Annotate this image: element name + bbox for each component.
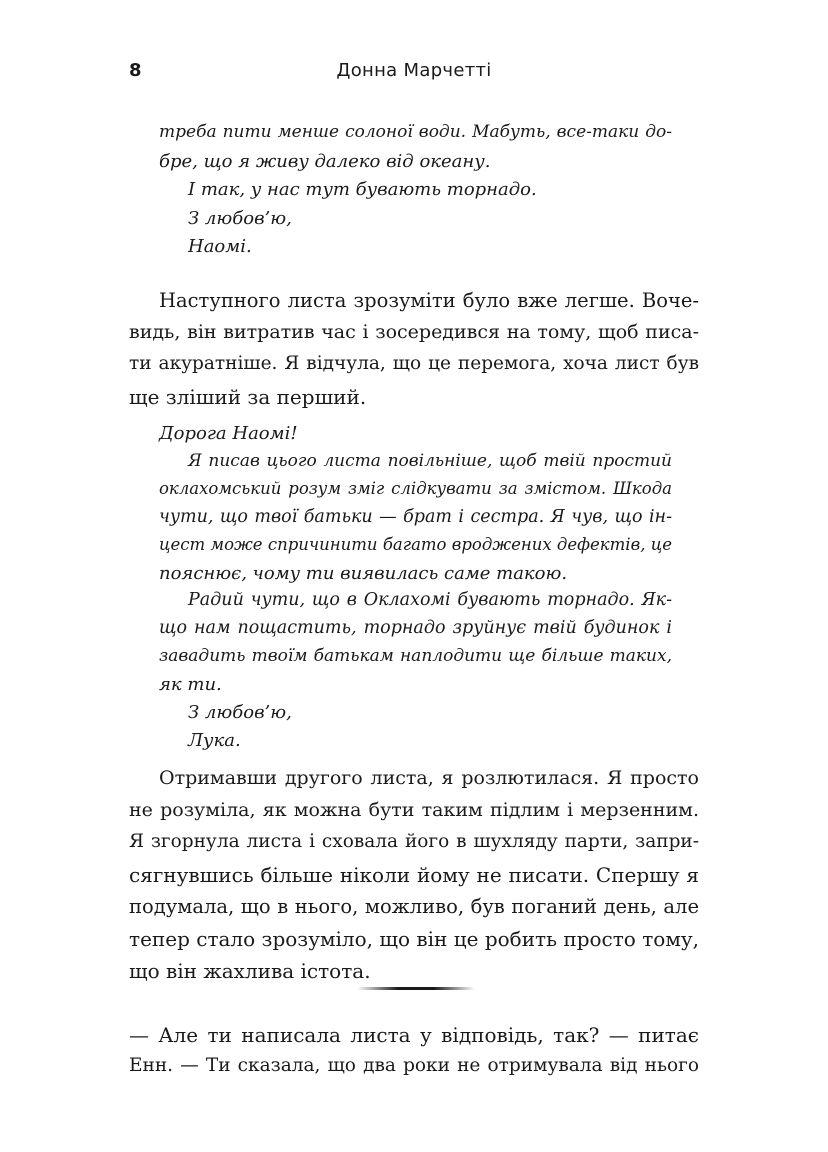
body-line: подумала, що в нього, можливо, був поганий день, але xyxy=(129,895,699,918)
body-line: видь, він витратив час і зосередився на тому, щоб писа- xyxy=(129,321,699,343)
letter-line: бре, що я живу далеко від океану. xyxy=(159,151,491,172)
letter-line: І так, у нас тут бувають торнадо. xyxy=(188,179,537,200)
letter-closing: З любов’ю, xyxy=(188,208,292,229)
letter-line: чути, що твої батьки — брат і сестра. Я чув, що ін- xyxy=(159,507,672,527)
section-divider xyxy=(357,987,475,990)
body-line: Наступного листа зрозуміти було вже легше. Воче- xyxy=(159,289,699,312)
letter-line: що нам пощастить, торнадо зруйнує твій будинок і xyxy=(159,618,672,638)
running-head: Донна Марчетті xyxy=(336,60,492,81)
body-line: ти акуратніше. Я відчула, що це перемога, хоча лист був xyxy=(129,353,699,374)
letter-line: оклахомський розум зміг слідкувати за змістом. Шкода xyxy=(159,479,672,498)
letter-line: Радий чути, що в Оклахомі бувають торнадо. Як- xyxy=(188,590,672,610)
letter-signature: Наомі. xyxy=(188,236,252,257)
letter-line: треба пити менше солоної води. Мабуть, все-таки до- xyxy=(159,122,672,142)
body-line: тепер стало зрозуміло, що він це робить просто тому, xyxy=(129,927,699,951)
page-number: 8 xyxy=(129,60,142,81)
body-line: що він жахлива істота. xyxy=(129,959,371,983)
letter-line: пояснює, чому ти виявилась саме такою. xyxy=(159,563,568,584)
letter-line: Я писав цього листа повільніше, щоб твій простий xyxy=(188,451,672,471)
letter-closing: З любов’ю, xyxy=(188,702,292,723)
letter-line: як ти. xyxy=(159,674,222,695)
body-line: Я згорнула листа і сховала його в шухляду парти, запри- xyxy=(129,831,699,852)
body-line: Енн. — Ти сказала, що два роки не отримувала від нього xyxy=(129,1055,699,1076)
body-line: Отримавши другого листа, я розлютилася. Я просто xyxy=(159,767,699,789)
letter-signature: Лука. xyxy=(188,730,241,751)
body-line: — Але ти написала листа у відповідь, так? — питає xyxy=(129,1023,699,1047)
body-line: сягнувшись більше ніколи йому не писати. Спершу я xyxy=(129,863,699,887)
body-line: ще зліший за перший. xyxy=(129,385,367,409)
letter-line: цест може спричинити багато вроджених дефектів, це xyxy=(159,535,672,554)
letter-salutation: Дорога Наомі! xyxy=(159,423,298,444)
letter-line: завадить твоїм батькам наплодити ще більше таких, xyxy=(159,646,672,666)
body-line: не розуміла, як можна бути таким підлим і мерзенним. xyxy=(129,799,699,821)
